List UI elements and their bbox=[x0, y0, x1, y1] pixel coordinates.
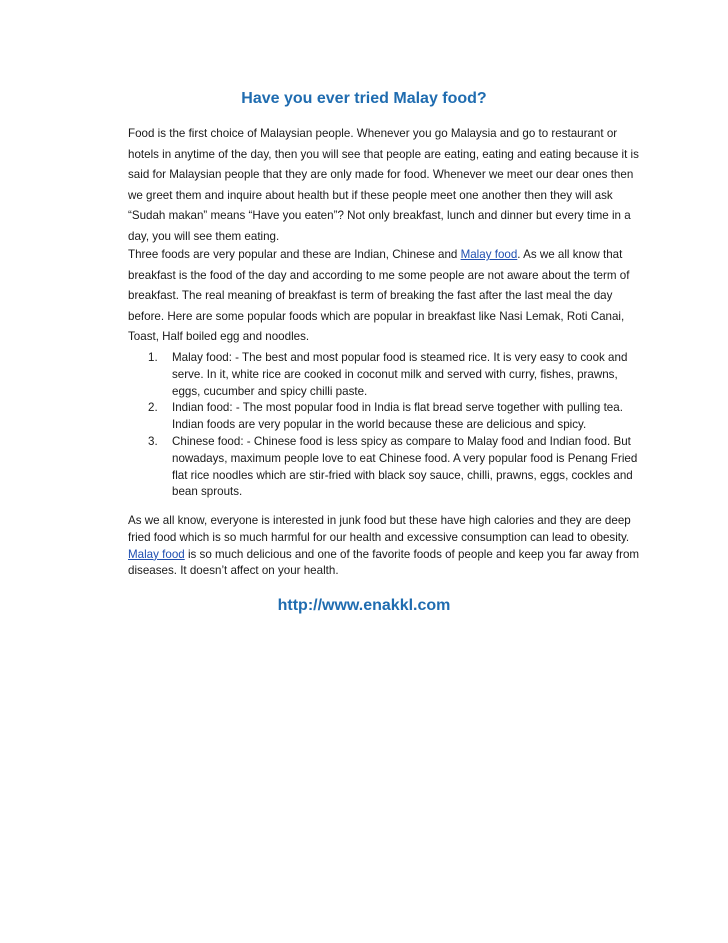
paragraph-text: . As we all know that breakfast is the food of the day and according to me some people are not aware about the term of breakfast. The real meaning of breakfast is term of breaking the fast after the last meal the day before. Here are some popular foods which are popular in breakfast like Nasi Lemak, Roti Canai, Toast, Half boiled egg and noodles. bbox=[128, 248, 630, 343]
list-item-text: Malay food: - The best and most popular food is steamed rice. It is very easy to cook and serve. In it, white rice are cooked in coconut milk and served with curry, fishes, prawns, eggs, cucumber and spicy chilli paste. bbox=[172, 351, 628, 398]
list-item-text: Chinese food: - Chinese food is less spicy as compare to Malay food and Indian food. But nowadays, maximum people love to eat Chinese food. A very popular food is Penang Fried flat rice noodles which are stir-fried with black soy sauce, chilli, prawns, eggs, cockles and bean sprouts. bbox=[172, 434, 638, 499]
paragraph-text: is so much delicious and one of the favorite foods of people and keep you far away from diseases. It doesn’t affect on your health. bbox=[128, 547, 640, 578]
paragraph-text: As we all know, everyone is interested in junk food but these have high calories and they are deep fried food which is so much harmful for our health and excessive consumption can lead to obesity. bbox=[128, 514, 631, 544]
malay-food-link[interactable]: Malay food bbox=[128, 547, 185, 561]
page-title: Have you ever tried Malay food? bbox=[241, 90, 487, 107]
list-item bbox=[128, 350, 644, 400]
list-number: 2. bbox=[148, 401, 158, 415]
paragraph-popular-foods bbox=[128, 245, 644, 348]
list-item-text: Indian food: - The most popular food in India is flat bread serve together with pulling tea. Indian foods are very popular in the world because these are delicious and spicy. bbox=[172, 401, 623, 432]
paragraph-intro: Food is the first choice of Malaysian people. Whenever you go Malaysia and go to restaurant or hotels in anytime of the day, then you will see that people are eating, eating and eating because it is said for Malaysian people that they are only made for food. Whenever we meet our dear ones then we greet them and inquire about health but if these people meet one another then they will ask “Sudah makan” means “Have you eaten”? Not only breakfast, lunch and dinner but every time in a day, you will see them eating. bbox=[128, 127, 639, 243]
list-item bbox=[128, 400, 644, 434]
food-list bbox=[128, 350, 644, 501]
paragraph-junk-food bbox=[128, 513, 644, 580]
list-number: 3. bbox=[148, 434, 158, 448]
list-item bbox=[128, 434, 644, 501]
list-number: 1. bbox=[148, 351, 158, 364]
website-url[interactable]: http://www.enakkl.com bbox=[277, 597, 451, 614]
paragraph-text: Three foods are very popular and these are Indian, Chinese and bbox=[128, 248, 461, 261]
malay-food-link[interactable]: Malay food bbox=[460, 248, 518, 261]
